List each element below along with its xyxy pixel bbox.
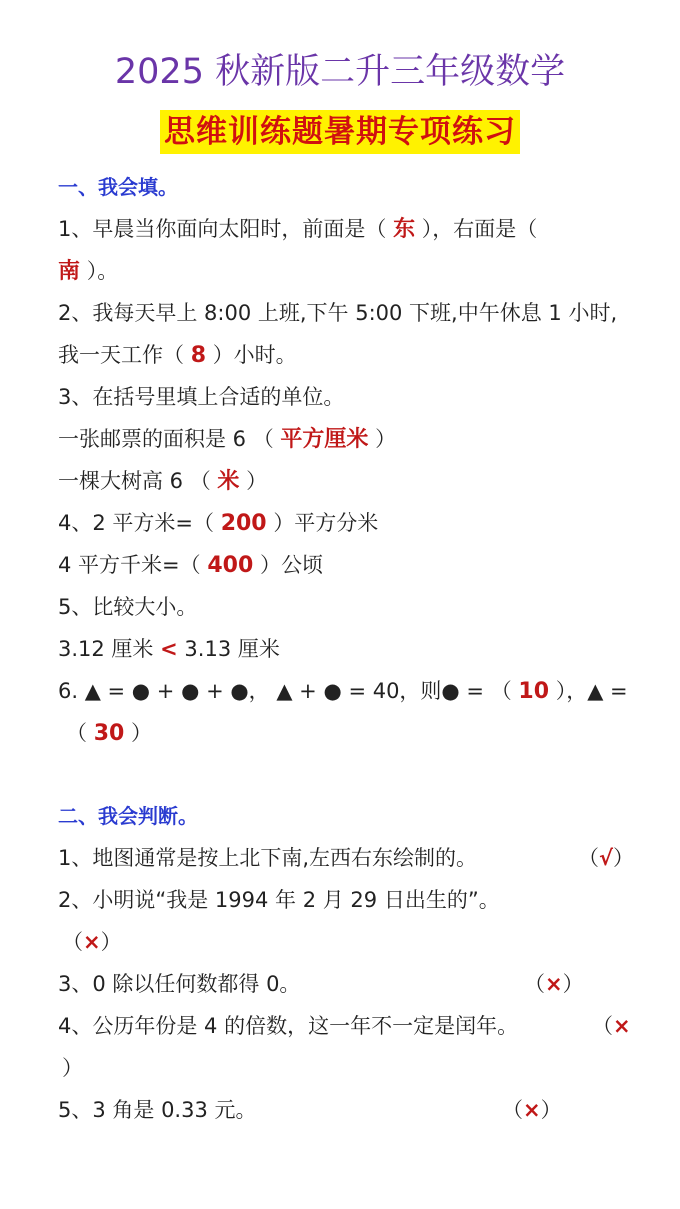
q3-l1-post: ） (375, 427, 397, 451)
judge4-cross-mark: × (613, 1014, 631, 1038)
q3-l2-pre: 一棵大树高 6 （ (58, 469, 211, 493)
judge3-text: 3、0 除以任何数都得 0。 (58, 972, 301, 996)
q1-text-a: 1、早晨当你面向太阳时，前面是（ (58, 217, 387, 241)
q5-right: 3.13 厘米 (184, 637, 280, 661)
q1-text-b: ），右面是（ (421, 217, 538, 241)
judge3-open: （ (524, 972, 545, 996)
judge3-close: ） (562, 972, 584, 996)
q2-line1: 2、我每天早上 8:00 上班,下午 5:00 下班,中午休息 1 小时, (58, 301, 618, 325)
q1-text-c: ）。 (86, 259, 119, 283)
judge2-open: （ (62, 930, 83, 954)
judge5-close: ） (540, 1098, 562, 1122)
q4-l1-post: ）平方分米 (273, 511, 379, 535)
judge2-cross-mark: × (83, 930, 101, 954)
q1-answer-right: 南 (58, 259, 81, 284)
q2-text-c: ）小时。 (212, 343, 297, 367)
q3-l1-answer: 平方厘米 (280, 427, 369, 452)
judge5-answer (502, 1095, 562, 1125)
q2-text-b: 我一天工作（ (58, 343, 184, 367)
section1-heading: 一、我会填。 (58, 175, 178, 199)
judge4-answer-open (592, 1011, 631, 1041)
q6-text-d: ） (131, 721, 152, 745)
q6-text-c: （ (66, 721, 87, 745)
q5-compare-symbol: < (160, 637, 178, 661)
judge3-cross-mark: × (545, 972, 563, 996)
q1-line2 (58, 256, 118, 287)
q5-left: 3.12 厘米 (58, 637, 154, 661)
judge5-cross-mark: × (523, 1098, 541, 1122)
page-title: 2025 秋新版二升三年级数学 (114, 52, 566, 92)
q3-line2 (58, 424, 396, 455)
q6-text-a: 6. ▲ = ● + ● + ●， ▲ + ● = 40，则● = （ (58, 679, 512, 703)
judge2-close: ） (100, 930, 122, 954)
q3-l2-post: ） (246, 469, 268, 493)
judge1-close: ） (613, 846, 635, 870)
q2-line2 (58, 340, 297, 371)
judge5-open: （ (502, 1098, 523, 1122)
q6-text-b: ），▲ = (555, 679, 628, 703)
judge1-check-mark: √ (599, 846, 614, 870)
judge4-text: 4、公历年份是 4 的倍数，这一年不一定是闰年。 (58, 1014, 519, 1038)
judge1-text: 1、地图通常是按上北下南,左西右东绘制的。 (58, 846, 478, 870)
judge1-answer (578, 843, 634, 873)
q4-l2-post: ）公顷 (259, 553, 323, 577)
q1-line1 (58, 214, 537, 245)
judge4-open: （ (592, 1014, 613, 1038)
q4-l2-pre: 4 平方千米=（ (58, 553, 201, 577)
q6-line1 (58, 676, 628, 707)
judge3-answer (524, 969, 584, 999)
q6-answer-circle: 10 (518, 679, 550, 704)
section2-heading: 二、我会判断。 (58, 804, 198, 828)
judge2-text: 2、小明说“我是 1994 年 2 月 29 日出生的”。 (58, 888, 500, 912)
q4-line1 (58, 508, 378, 539)
q3-l2-answer: 米 (217, 469, 240, 494)
q4-line2 (58, 550, 323, 581)
q4-l1-answer: 200 (220, 511, 267, 536)
page-subtitle: 思维训练题暑期专项练习 (160, 110, 520, 154)
q3-line3 (58, 466, 267, 497)
judge1-open: （ (578, 846, 599, 870)
q5-line1: 5、比较大小。 (58, 595, 198, 619)
q4-l2-answer: 400 (207, 553, 254, 578)
judge2-answer (62, 927, 122, 957)
q6-answer-triangle: 30 (93, 721, 125, 746)
q2-answer: 8 (190, 343, 206, 368)
q1-answer-front: 东 (393, 217, 416, 242)
q5-line2 (58, 634, 280, 664)
judge4-answer-close: ） (62, 1056, 83, 1080)
q3-l1-pre: 一张邮票的面积是 6 （ (58, 427, 274, 451)
subtitle-banner (0, 110, 680, 154)
judge5-text: 5、3 角是 0.33 元。 (58, 1098, 257, 1122)
q3-line1: 3、在括号里填上合适的单位。 (58, 385, 345, 409)
q4-l1-pre: 4、2 平方米=（ (58, 511, 214, 535)
q6-line2 (66, 718, 152, 749)
